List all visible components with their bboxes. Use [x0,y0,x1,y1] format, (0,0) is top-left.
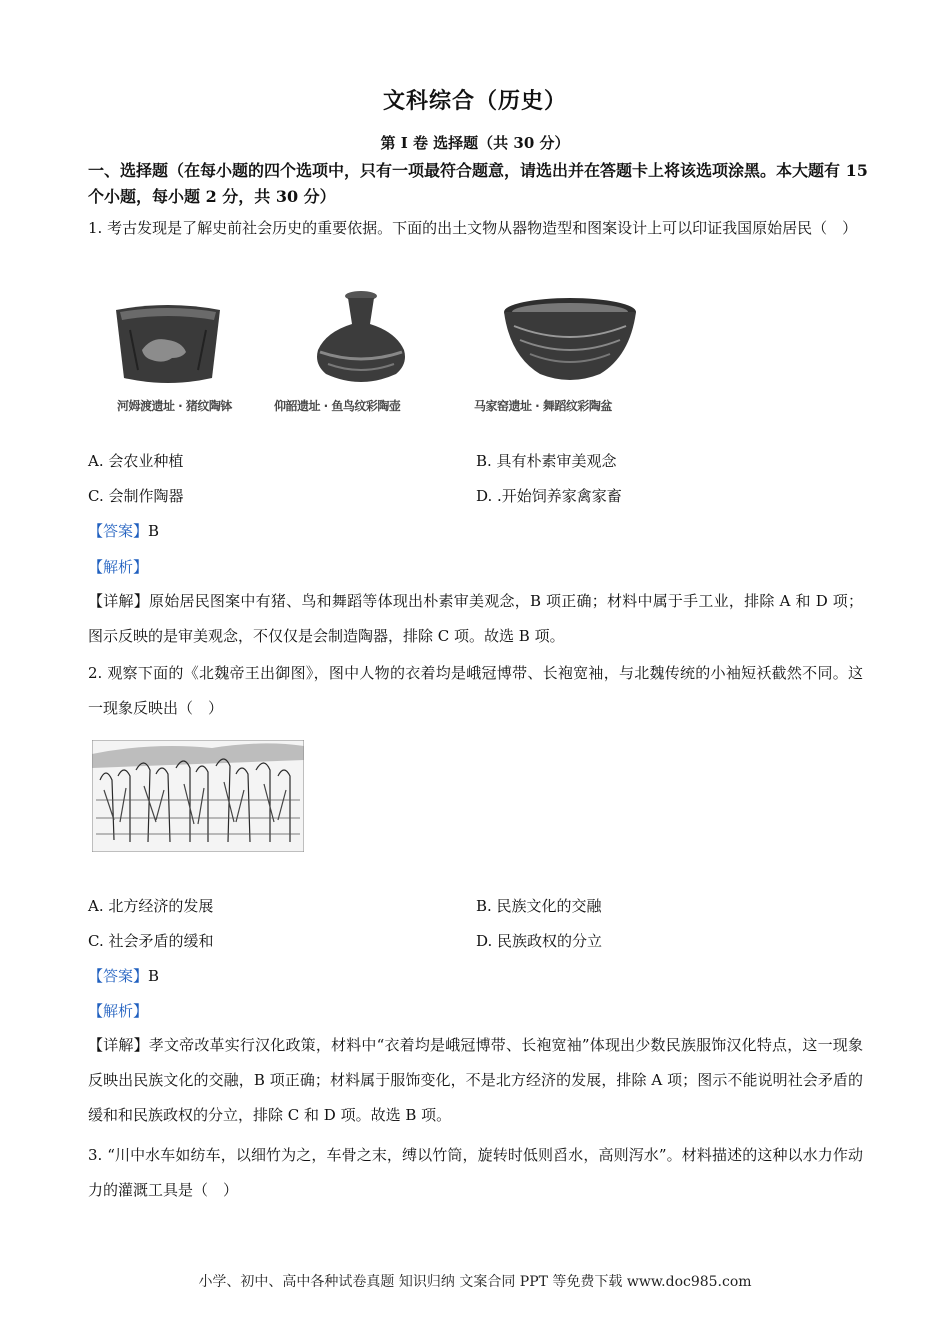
q2-option-d[interactable]: D. 民族政权的分立 [476,932,603,950]
q1-option-d[interactable]: D. .开始饲养家禽家畜 [476,487,622,505]
q2-answer [88,965,159,987]
artifact-caption-2: 仰韶遗址 · 鱼鸟纹彩陶壶 [274,399,401,413]
detail-tag: 【详解】 [88,1036,149,1054]
answer-tag: 【答案】 [88,522,149,540]
q1-analysis [88,556,148,578]
q2-detail [88,1028,863,1133]
fish-bird-vase-image [306,290,416,394]
q2-option-c[interactable]: C. 社会矛盾的缓和 [88,932,214,950]
q1-detail-text: 原始居民图案中有猪、鸟和舞蹈等体现出朴素审美观念，B 项正确；材料中属于手工业，排除 A 和 D 项；图示反映的是审美观念，不仅仅是会制造陶器，排除 C 项。故选 B 项。 [88,592,863,645]
page-footer: 小学、初中、高中各种试卷真题 知识归纳 文案合同 PPT 等免费下载 www.doc985.com [198,1274,752,1290]
q1-detail [88,584,863,654]
artifact-caption-3: 马家窑遗址 · 舞蹈纹彩陶盆 [474,399,612,413]
section-subtitle: 第 I 卷 选择题（共 30 分） [380,134,570,152]
question-1-stem: 1. 考古发现是了解史前社会历史的重要依据。下面的出土文物从器物造型和图案设计上可以印证我国原始居民（ ） [88,219,858,237]
pig-pattern-bowl-image [112,300,224,388]
q1-option-b[interactable]: B. 具有朴素审美观念 [476,452,617,470]
answer-tag: 【答案】 [88,967,149,985]
analysis-tag: 【解析】 [88,1002,149,1020]
q1-option-a[interactable]: A. 会农业种植 [88,452,184,470]
northern-wei-emperor-procession-image [92,740,304,852]
q1-answer-value: B [148,522,160,540]
detail-tag: 【详解】 [88,592,149,610]
question-2-stem: 2. 观察下面的《北魏帝王出御图》，图中人物的衣着均是峨冠博带、长袍宽袖，与北魏传统的小袖短袄截然不同。这一现象反映出（ ） [88,664,863,717]
q2-option-b[interactable]: B. 民族文化的交融 [476,897,602,915]
q1-option-c[interactable]: C. 会制作陶器 [88,487,184,505]
q2-analysis [88,1000,148,1022]
q2-detail-text: 孝文帝改革实行汉化政策，材料中“衣着均是峨冠博带、长袍宽袖”体现出少数民族服饰汉化特点，这一现象反映出民族文化的交融，B 项正确；材料属于服饰变化，不是北方经济的发展，排除 A 项；图示不能说明社会矛盾的缓和和民族政权的分立，排除 C 和 D 项。故选 B 项。 [88,1036,863,1124]
q1-answer [88,520,159,542]
page-title: 文科综合（历史） [382,88,567,114]
artifact-caption-1: 河姆渡遗址 · 猪纹陶钵 [117,399,232,413]
q2-option-a[interactable]: A. 北方经济的发展 [88,897,214,915]
q2-answer-value: B [148,967,160,985]
analysis-tag: 【解析】 [88,558,149,576]
section-instructions: 一、选择题（在每小题的四个选项中，只有一项最符合题意，请选出并在答题卡上将该选项涂黑。本大题有 15 个小题，每小题 2 分，共 30 分） [88,161,868,206]
question-3-stem: 3. “川中水车如纺车，以细竹为之，车骨之末，缚以竹筒，旋转时低则舀水，高则泻水”。材料描述的这种以水力作动力的灌溉工具是（ ） [88,1146,863,1199]
dance-pattern-basin-image [500,296,640,386]
